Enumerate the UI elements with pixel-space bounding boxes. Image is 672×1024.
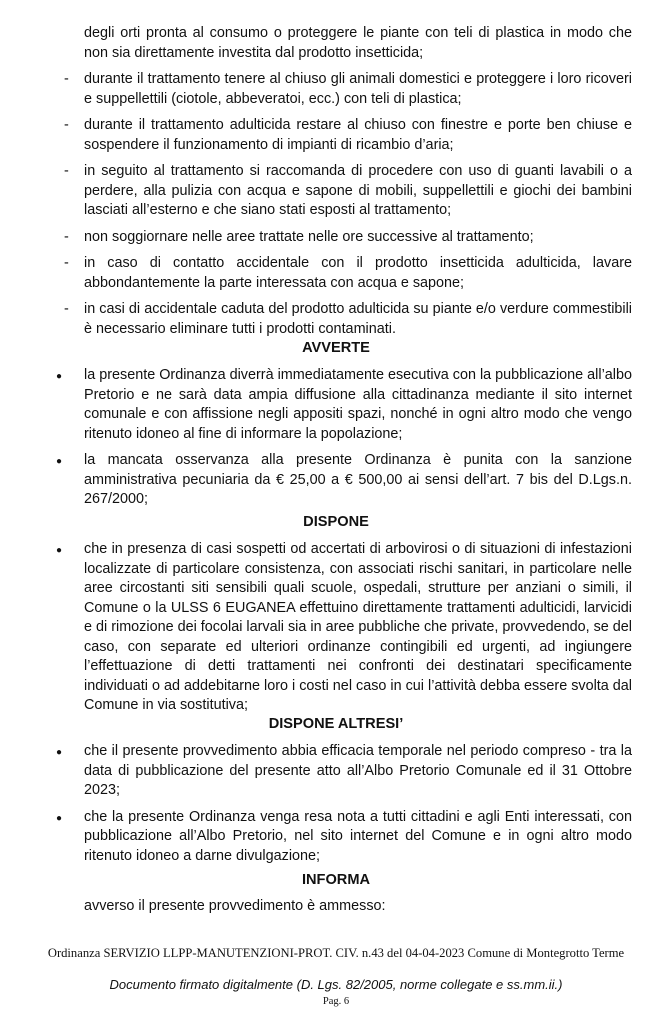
footer-ordinance-reference: Ordinanza SERVIZIO LLPP-MANUTENZIONI-PROT. CIV. n.43 del 04-04-2023 Comune di Montegrotto Terme	[47, 946, 625, 960]
list-item: - in caso di contatto accidentale con il prodotto insetticida adulticida, lavare abbondantemente la parte interessata con acqua e sapone;	[64, 255, 632, 291]
bullet-marker: ●	[56, 545, 63, 556]
dash-marker: -	[64, 301, 69, 317]
dispone-altresi-list	[56, 742, 632, 873]
list-item: ● la presente Ordinanza diverrà immediatamente esecutiva con la pubblicazione all’albo Pretorio e ne sarà data ampia diffusione alla cittadinanza mediante il sito internet comunale e con affissione negli appositi spazi, nonché in ogni altro modo che vengo ritenuto idoneo al fine di informare la popolazione;	[56, 367, 632, 442]
informa-text: avverso il presente provvedimento è ammesso:	[84, 898, 386, 914]
dash-marker: -	[64, 117, 69, 133]
list-item: ● che in presenza di casi sospetti od accertati di arbovirosi o di situazioni di infestazioni localizzate di particolare consistenza, con associati rischi sanitari, in particolare nelle aree circostanti siti sensibili quali scuole, ospedali, strutture per anziani o simili, il Comune o la ULSS 6 EUGANEA effettuino direttamente trattamenti adulticidi, larvicidi e di rimozione dei focolai larvali sia in aree pubbliche che private, provvedendo, se del caso, con separate ed ulteriori ordinanze contingibili ed urgenti, ad ingiungere l’effettuazione di detti trattamenti nei confronti dei destinatari specificamente individuati o ad addebitarne loro i costi nel caso in cui l’attività debba essere svolta dal Comune in via sostitutiva;	[56, 541, 632, 713]
list-item: - durante il trattamento tenere al chiuso gli animali domestici e proteggere i loro ricoveri e suppellettili (ciotole, abbeveratoi, ecc.) con teli di plastica;	[64, 71, 632, 107]
dispone-heading: DISPONE	[303, 514, 369, 530]
page-number: Pag. 6	[322, 996, 350, 1007]
footer-digital-signature-note: Documento firmato digitalmente (D. Lgs. 82/2005, norme collegate e ss.mm.ii.)	[109, 977, 563, 992]
list-item: - non soggiornare nelle aree trattate nelle ore successive al trattamento;	[84, 228, 632, 248]
dash-marker: -	[64, 71, 69, 87]
dispone-list	[56, 540, 632, 723]
dash-marker: -	[64, 228, 69, 245]
bullet-marker: ●	[56, 747, 63, 758]
informa-heading: INFORMA	[301, 872, 371, 888]
avverte-list	[56, 366, 632, 517]
continuation-paragraph: degli orti pronta al consumo o proteggere le piante con teli di plastica in modo che non sia direttamente investita dal prodotto insetticida;	[84, 25, 632, 61]
list-item: - durante il trattamento adulticida restare al chiuso con finestre e porte ben chiuse e sospendere il funzionamento di impianti di ricambio d’aria;	[64, 117, 632, 153]
list-item: ● che il presente provvedimento abbia efficacia temporale nel periodo compreso - tra la data di pubblicazione del presente atto all’Albo Pretorio Comunale ed il 31 Ottobre 2023;	[56, 743, 632, 798]
precautions-list	[64, 24, 632, 346]
list-item: - in seguito al trattamento si raccomanda di procedere con uso di guanti lavabili o a perdere, alla pulizia con acqua e sapone di mobili, suppellettili e giochi dei bambini lasciati all’esterno e che siano stati esposti al trattamento;	[64, 163, 632, 218]
dash-marker: -	[64, 163, 69, 179]
dash-marker: -	[64, 255, 69, 271]
avverte-heading: AVVERTE	[302, 340, 370, 356]
list-item: - in casi di accidentale caduta del prodotto adulticida su piante e/o verdure commestibili è necessario eliminare tutti i prodotti contaminati.	[64, 301, 632, 337]
bullet-marker: ●	[56, 456, 63, 467]
list-item: ● la mancata osservanza alla presente Ordinanza è punita con la sanzione amministrativa pecuniaria da € 25,00 a € 500,00 ai sensi dell’art. 7 bis del D.Lgs.n. 267/2000;	[56, 452, 632, 507]
bullet-marker: ●	[56, 812, 63, 824]
dispone-altresi-heading: DISPONE ALTRESI’	[268, 716, 404, 732]
bullet-marker: ●	[56, 371, 63, 382]
list-item: ● che la presente Ordinanza venga resa nota a tutti cittadini e agli Enti interessati, con pubblicazione all’Albo Pretorio, nel sito internet del Comune e in ogni altro modo ritenuto idoneo a darne divulgazione;	[56, 808, 632, 864]
